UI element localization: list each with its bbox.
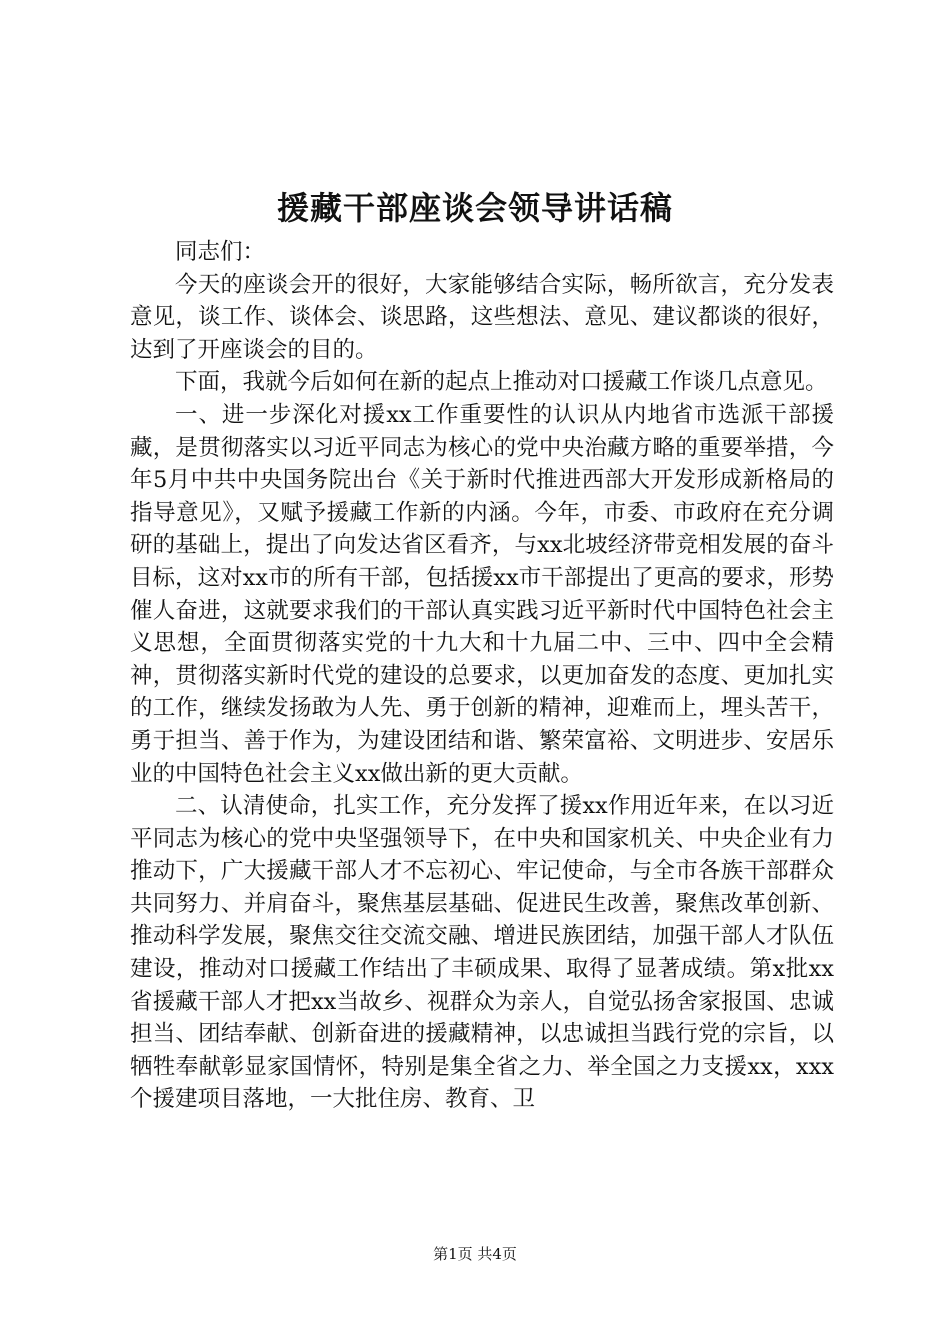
page-footer: 第1页 共4页 bbox=[433, 1245, 517, 1263]
body-paragraph: 二、认清使命，扎实工作，充分发挥了援xx作用近年来，在以习近平同志为核心的党中央坚强领导下，在中央和国家机关、中央企业有力推动下，广大援藏干部人才不忘初心、牢记使命，与全市各族干部群众共同努力、并肩奋斗，聚焦基层基础、促进民生改善，聚焦改革创新、推动科学发展，聚焦交往交流交融、增进民族团结，加强干部人才队伍建设，推动对口援藏工作结出了丰硕成果、取得了显著成绩。第x批xx省援藏干部人才把xx当故乡、视群众为亲人，自觉弘扬舍家报国、忠诚担当、团结奉献、创新奋进的援藏精神，以忠诚担当践行党的宗旨，以牺牲奉献彰显家国情怀，特别是集全省之力、举全国之力支援xx，xxx个援建项目落地，一大批住房、教育、卫 bbox=[130, 793, 834, 1113]
body-paragraph: 一、进一步深化对援xx工作重要性的认识从内地省市选派干部援藏，是贯彻落实以习近平同志为核心的党中央治藏方略的重要举措，今年5月中共中央国务院出台《关于新时代推进西部大开发形成新格局的指导意见》，又赋予援藏工作新的内涵。今年，市委、市政府在充分调研的基础上，提出了向发达省区看齐，与xx北坡经济带竞相发展的奋斗目标，这对xx市的所有干部，包括援xx市干部提出了更高的要求，形势催人奋进，这就要求我们的干部认真实践习近平新时代中国特色社会主义思想，全面贯彻落实党的十九大和十九届二中、三中、四中全会精神，贯彻落实新时代党的建设的总要求，以更加奋发的态度、更加扎实的工作，继续发扬敢为人先、勇于创新的精神，迎难而上，埋头苦干，勇于担当、善于作为，为建设团结和谐、繁荣富裕、文明进步、安居乐业的中国特色社会主义xx做出新的更大贡献。 bbox=[130, 401, 834, 787]
body-paragraph: 今天的座谈会开的很好，大家能够结合实际，畅所欲言，充分发表意见，谈工作、谈体会、谈思路，这些想法、意见、建议都谈的很好，达到了开座谈会的目的。 bbox=[130, 271, 834, 363]
body-paragraph: 下面，我就今后如何在新的起点上推动对口援藏工作谈几点意见。 bbox=[175, 369, 828, 396]
document-body bbox=[130, 236, 834, 1116]
document-title: 援藏干部座谈会领导讲话稿 bbox=[276, 189, 673, 227]
salutation-paragraph: 同志们： bbox=[175, 239, 266, 265]
